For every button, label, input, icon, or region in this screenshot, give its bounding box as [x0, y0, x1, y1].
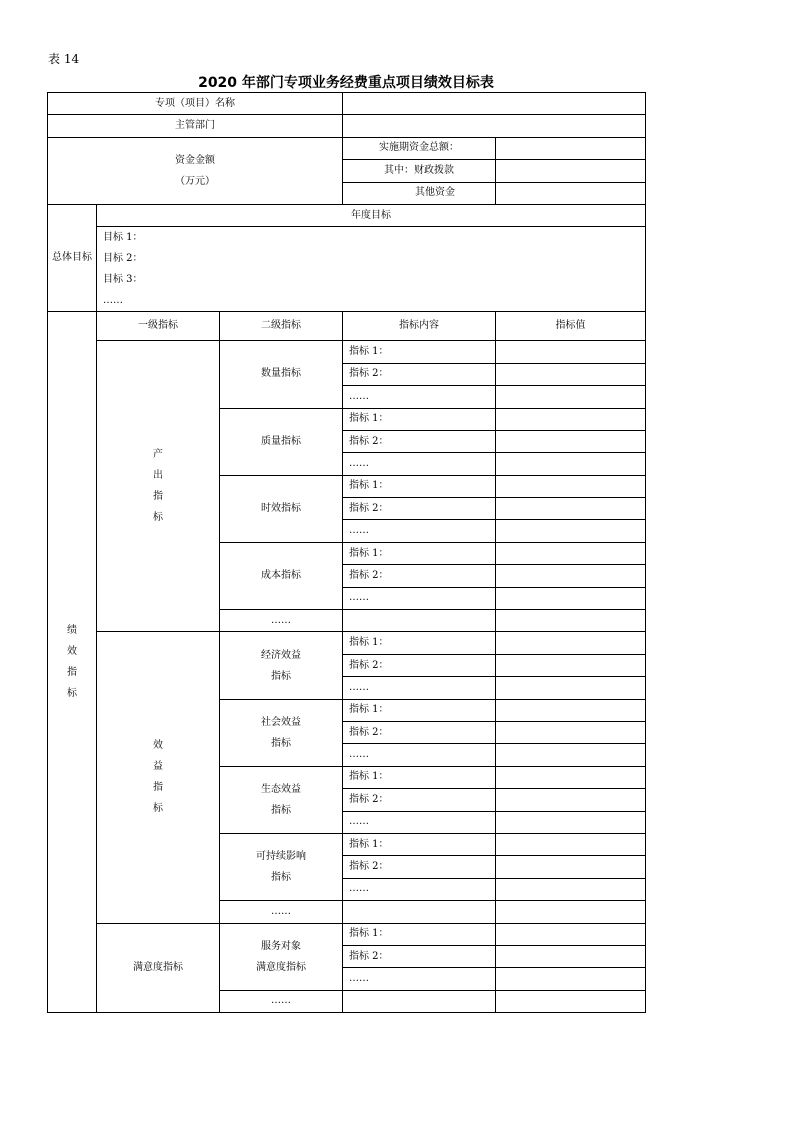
indicator-etc: …… [343, 744, 496, 766]
social-line-2: 指标 [271, 737, 291, 749]
indicator-value[interactable] [496, 498, 646, 520]
row-economic-1 [48, 632, 646, 654]
project-name-label: 专项（项目）名称 [48, 93, 343, 115]
department-value[interactable] [343, 115, 646, 137]
indicator-value[interactable] [496, 677, 646, 699]
row-annual-goal-body [48, 227, 646, 312]
indicator-2: 指标 2： [343, 363, 496, 385]
benefit-char-3: 指 [153, 782, 163, 794]
overall-goal-label: 总体目标 [48, 204, 97, 311]
indicator-value[interactable] [496, 632, 646, 654]
perf-char-3: 指 [67, 667, 77, 679]
row-fund-total [48, 137, 646, 159]
perf-char-2: 效 [67, 646, 77, 658]
economic-label [220, 632, 343, 699]
indicator-etc: …… [343, 520, 496, 542]
other-fund-value[interactable] [496, 182, 646, 204]
benefit-char-4: 标 [153, 803, 163, 815]
indicator-value[interactable] [496, 789, 646, 811]
indicator-value[interactable] [496, 363, 646, 385]
indicator-value[interactable] [496, 699, 646, 721]
indicator-content[interactable] [343, 610, 496, 632]
benefit-label [97, 632, 220, 923]
indicator-1: 指标 1： [343, 632, 496, 654]
indicator-value[interactable] [496, 610, 646, 632]
indicator-value[interactable] [496, 453, 646, 475]
indicator-value[interactable] [496, 878, 646, 900]
indicator-value[interactable] [496, 923, 646, 945]
indicator-2: 指标 2： [343, 789, 496, 811]
indicator-2: 指标 2： [343, 498, 496, 520]
indicator-etc: …… [343, 968, 496, 990]
output-etc-label: …… [220, 610, 343, 632]
indicator-value[interactable] [496, 587, 646, 609]
row-department [48, 115, 646, 137]
fiscal-fund-label: 其中：财政拨款 [343, 160, 496, 182]
quality-label: 质量指标 [220, 408, 343, 475]
quantity-label: 数量指标 [220, 341, 343, 408]
timeliness-label: 时效指标 [220, 475, 343, 542]
indicator-1: 指标 1： [343, 766, 496, 788]
indicator-2: 指标 2： [343, 430, 496, 452]
indicator-value[interactable] [496, 408, 646, 430]
indicator-2: 指标 2： [343, 856, 496, 878]
indicator-1: 指标 1： [343, 923, 496, 945]
service-line-2: 满意度指标 [256, 961, 306, 973]
indicator-value[interactable] [496, 811, 646, 833]
indicator-2: 指标 2： [343, 721, 496, 743]
perf-char-1: 绩 [67, 625, 77, 637]
row-satisfaction-1 [48, 923, 646, 945]
indicator-1: 指标 1： [343, 341, 496, 363]
indicator-content[interactable] [343, 901, 496, 923]
indicator-value[interactable] [496, 721, 646, 743]
satisfaction-label: 满意度指标 [97, 923, 220, 1013]
indicator-value[interactable] [496, 856, 646, 878]
indicator-etc: …… [343, 587, 496, 609]
social-label [220, 699, 343, 766]
row-perf-header [48, 312, 646, 341]
indicator-2: 指标 2： [343, 565, 496, 587]
annual-goal-content[interactable] [97, 227, 646, 312]
goal-2: 目标 2： [103, 253, 143, 265]
service-satisfaction-label [220, 923, 343, 990]
indicator-value[interactable] [496, 945, 646, 967]
indicator-etc: …… [343, 811, 496, 833]
row-project-name [48, 93, 646, 115]
indicator-value[interactable] [496, 386, 646, 408]
annual-goal-header: 年度目标 [97, 204, 646, 226]
goal-3: 目标 3： [103, 274, 143, 286]
fund-unit-text: （万元） [175, 175, 215, 187]
goal-etc: …… [103, 295, 123, 307]
indicator-value[interactable] [496, 990, 646, 1012]
performance-goal-table [47, 92, 646, 1013]
col-level2: 二级指标 [220, 312, 343, 341]
perf-char-4: 标 [67, 688, 77, 700]
output-char-1: 产 [153, 449, 163, 461]
indicator-value[interactable] [496, 833, 646, 855]
indicator-value[interactable] [496, 565, 646, 587]
col-content: 指标内容 [343, 312, 496, 341]
economic-line-1: 经济效益 [261, 649, 301, 661]
indicator-2: 指标 2： [343, 945, 496, 967]
ecological-line-1: 生态效益 [261, 783, 301, 795]
indicator-etc: …… [343, 878, 496, 900]
sustainable-line-2: 指标 [271, 872, 291, 884]
row-quantity-1 [48, 341, 646, 363]
indicator-value[interactable] [496, 430, 646, 452]
social-line-1: 社会效益 [261, 716, 301, 728]
economic-line-2: 指标 [271, 670, 291, 682]
output-char-4: 标 [153, 512, 163, 524]
goal-1: 目标 1： [103, 232, 143, 244]
indicator-1: 指标 1： [343, 833, 496, 855]
indicator-value[interactable] [496, 654, 646, 676]
fund-amount-text: 资金金额 [175, 154, 215, 166]
output-char-3: 指 [153, 491, 163, 503]
benefit-char-2: 益 [153, 761, 163, 773]
indicator-value[interactable] [496, 341, 646, 363]
indicator-etc: …… [343, 386, 496, 408]
indicator-value[interactable] [496, 520, 646, 542]
other-fund-label: 其他资金 [343, 182, 496, 204]
row-annual-goal-header [48, 204, 646, 226]
indicator-1: 指标 1： [343, 408, 496, 430]
indicator-content[interactable] [343, 990, 496, 1012]
ecological-line-2: 指标 [271, 804, 291, 816]
fund-amount-label [48, 137, 343, 204]
indicator-value[interactable] [496, 744, 646, 766]
indicator-value[interactable] [496, 475, 646, 497]
page-title: 2020 年部门专项业务经费重点项目绩效目标表 [198, 75, 494, 91]
project-name-value[interactable] [343, 93, 646, 115]
col-value: 指标值 [496, 312, 646, 341]
benefit-etc-label: …… [220, 901, 343, 923]
sustainable-line-1: 可持续影响 [256, 851, 306, 863]
sustainable-label [220, 833, 343, 900]
total-fund-label: 实施期资金总额： [343, 137, 496, 159]
indicator-value[interactable] [496, 766, 646, 788]
benefit-char-1: 效 [153, 740, 163, 752]
fiscal-fund-value[interactable] [496, 160, 646, 182]
satisfaction-etc-label: …… [220, 990, 343, 1012]
output-char-2: 出 [153, 470, 163, 482]
indicator-2: 指标 2： [343, 654, 496, 676]
indicator-value[interactable] [496, 542, 646, 564]
indicator-1: 指标 1： [343, 542, 496, 564]
output-label [97, 341, 220, 632]
total-fund-value[interactable] [496, 137, 646, 159]
ecological-label [220, 766, 343, 833]
indicator-1: 指标 1： [343, 475, 496, 497]
table-number: 表 14 [48, 52, 80, 66]
indicator-etc: …… [343, 453, 496, 475]
department-label: 主管部门 [48, 115, 343, 137]
indicator-value[interactable] [496, 901, 646, 923]
indicator-1: 指标 1： [343, 699, 496, 721]
col-level1: 一级指标 [97, 312, 220, 341]
perf-label [48, 312, 97, 1013]
cost-label: 成本指标 [220, 542, 343, 609]
indicator-value[interactable] [496, 968, 646, 990]
indicator-etc: …… [343, 677, 496, 699]
service-line-1: 服务对象 [261, 940, 301, 952]
